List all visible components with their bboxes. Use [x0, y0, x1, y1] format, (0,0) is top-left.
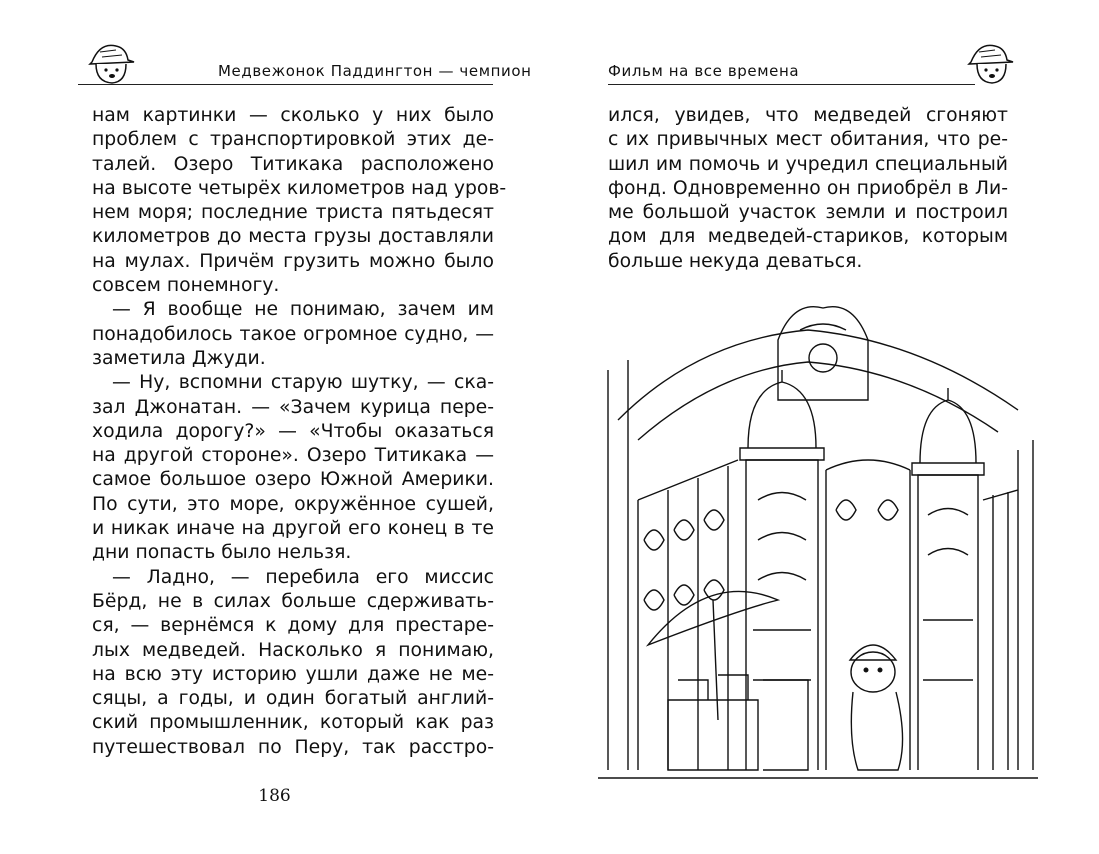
text-line: Бёрд, не в силах больше сдерживать-	[92, 590, 494, 612]
text-line: нам картинки — сколько у них было	[92, 105, 494, 126]
text-line: на другой стороне». Озеро Титикака —	[92, 445, 494, 467]
text-line: талей. Озеро Титикака расположено	[92, 153, 494, 175]
page-number: 186	[258, 786, 291, 806]
text-line: дом для медведей-стариков, которым	[608, 226, 1008, 248]
text-line: ме большой участок земли и построил	[608, 202, 1008, 224]
body-text	[608, 104, 1008, 274]
text-line: понадобилось такое огромное судно, —	[92, 323, 494, 345]
text-line: — Ладно, — перебила его миссис	[112, 566, 494, 588]
text-line: ился, увидев, что медведей сгоняют	[608, 105, 1008, 126]
text-line: ский промышленник, который как раз	[92, 712, 494, 734]
text-line: — Я вообще не понимаю, зачем им	[112, 299, 494, 321]
text-line: путешествовал по Перу, так расстро-	[92, 736, 494, 758]
text-line: проблем с транспортировкой этих де-	[92, 129, 494, 151]
left-page	[0, 0, 549, 854]
text-line: — Ну, вспомни старую шутку, — ска-	[112, 372, 494, 394]
text-line: заметила Джуди.	[92, 347, 266, 369]
header-rule	[78, 84, 493, 85]
text-line: нем моря; последние триста пятьдесят	[92, 202, 494, 224]
text-line: с их привычных мест обитания, что ре-	[608, 129, 1008, 151]
paddington-head-icon	[86, 40, 136, 86]
text-line: сяцы, а годы, и один богатый англий-	[92, 688, 494, 710]
text-line: самое большое озеро Южной Америки.	[92, 469, 494, 491]
text-line: зал Джонатан. — «Зачем курица пере-	[92, 396, 494, 418]
body-text	[92, 104, 507, 760]
text-line: на высоте четырёх километров над уров-	[92, 177, 507, 199]
text-line: и никак иначе на другой его конец в те	[92, 518, 494, 540]
text-line: больше некуда деваться.	[608, 250, 863, 272]
running-head: Фильм на все времена	[608, 62, 800, 80]
text-line: ходила дорогу?» — «Чтобы оказаться	[92, 420, 494, 442]
header-rule	[608, 84, 975, 85]
ornate-gate-illustration	[578, 300, 1048, 790]
running-head: Медвежонок Паддингтон — чемпион	[218, 62, 532, 80]
text-line: дни попасть было нельзя.	[92, 542, 352, 564]
text-line: на всю эту историю ушли даже не ме-	[92, 663, 494, 685]
text-line: километров до места грузы доставляли	[92, 226, 494, 248]
text-line: на мулах. Причём грузить можно было	[92, 250, 494, 272]
text-line: лых медведей. Насколько я понимаю,	[92, 639, 494, 661]
text-line: шил им помочь и учредил специальный	[608, 153, 1008, 175]
text-line: фонд. Одновременно он приобрёл в Ли-	[608, 177, 1008, 199]
text-line: совсем понемногу.	[92, 275, 280, 297]
text-line: ся, — вернёмся к дому для престаре-	[92, 615, 494, 637]
text-line: По сути, это море, окружённое сушей,	[92, 493, 494, 515]
paddington-head-icon	[967, 40, 1017, 86]
